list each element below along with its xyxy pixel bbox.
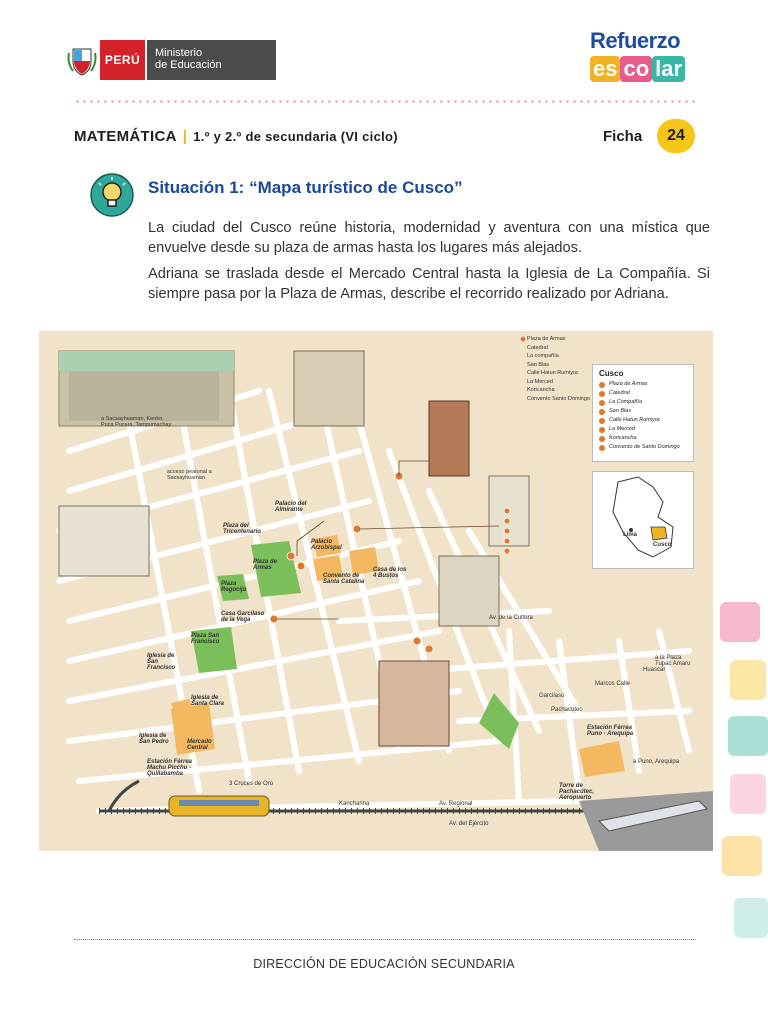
label-a-puno: a Puno, Arequipa (633, 759, 680, 765)
puzzle-piece-yellow (722, 836, 762, 876)
footer-text: DIRECCIÓN DE EDUCACIÓN SECUNDARIA (253, 957, 515, 971)
legend-item: La Merced (599, 425, 687, 434)
subject-name: MATEMÁTICA (74, 128, 177, 145)
cusco-tourist-map (39, 331, 713, 851)
peru-outline (593, 472, 693, 568)
label-plaza-tupac: a la Plaza Tupac Amaru (655, 655, 691, 667)
legend-item: La Compañía (599, 398, 687, 407)
top-list-item: Catedral (527, 344, 548, 351)
coat-of-arms-icon (64, 40, 100, 80)
legend-item: San Blas (599, 407, 687, 416)
ministry-line-2: de Educación (155, 59, 222, 71)
ficha-number-badge: 24 (657, 119, 695, 153)
map-top-list (527, 335, 590, 403)
brand-piece-3: lar (652, 56, 685, 82)
grade-label: 1.º y 2.º de secundaria (VI ciclo) (193, 129, 398, 144)
label-av-ejercito: Av. del Ejército (449, 821, 489, 827)
puzzle-piece-yellow-outline (730, 660, 766, 700)
ministry-name (145, 40, 276, 80)
ficha-label: Ficha (603, 128, 643, 145)
label-casa-garcilaso: Casa Garcilaso de la Vega (221, 611, 265, 623)
top-list-item: San Blas (527, 361, 550, 368)
footer-divider (74, 939, 696, 941)
top-list-item: La compañía (527, 353, 559, 359)
situation-title: Situación 1: “Mapa turístico de Cusco” (148, 178, 463, 197)
top-list-item: Koricancha (527, 387, 555, 393)
puzzle-piece-pink (720, 602, 760, 642)
label-av-regional: Av. Regional (439, 801, 473, 807)
paragraph-intro: La ciudad del Cusco reúne historia, modernidad y aventura con una mística que envuelve desde su plaza de armas hasta los lugares más alejados. (148, 220, 710, 256)
refuerzo-escolar-logo (590, 28, 700, 88)
label-tres-cruces: 3 Cruces de Oro (229, 781, 274, 787)
top-list-item: Convento Santo Domingo (527, 395, 590, 402)
brand-line-2 (590, 56, 700, 82)
label-av-cultura: Av. de la Cultura (489, 615, 533, 621)
map-legend (592, 364, 694, 462)
label-casa-bustos: Casa de los 4 Bustos (373, 567, 407, 579)
label-estacion-machu: Estación Férrea Machu Picchu - Quillabamba (147, 759, 193, 777)
lightbulb-icon (89, 172, 135, 218)
top-list-item: La Merced (527, 378, 553, 385)
label-plaza-sanfrancisco: Plaza San Francisco (191, 633, 220, 645)
label-acceso: acceso peatonal a Sacsayhuaman (167, 469, 212, 481)
peru-inset-map (592, 471, 694, 569)
inset-label-lima: Lima (623, 532, 638, 538)
legend-title: Cusco (599, 369, 624, 378)
puzzle-piece-teal (728, 716, 768, 756)
label-plaza-regocijo: Plaza Regocijo (221, 581, 247, 593)
peru-label: PERÚ (100, 40, 145, 80)
label-garcilaso: Garcilaso (539, 693, 565, 699)
top-list-item: Plaza de Armas (527, 336, 566, 342)
label-mercado-central: Mercado Central (187, 739, 212, 751)
legend-item: Koricancha (599, 434, 687, 443)
label-pachacutec: Pachacutec (551, 707, 583, 713)
label-iglesia-sanfrancisco: Iglesia de San Francisco (147, 653, 176, 671)
label-plaza-tricentenario: Plaza del Tricentenario (223, 523, 261, 535)
legend-item: Calle Hatun Rumiyoc (599, 416, 687, 425)
label-huascar: Huascar (643, 667, 666, 673)
label-sacsay: a Sacsayhuaman, Kenko, Puca Pucara, Tampumachay (101, 416, 172, 428)
label-torre: Torre de Pachacútec, Aeropuerto (559, 783, 595, 801)
label-plaza-armas: Plaza de Armas (253, 559, 278, 571)
label-palacio-almirante: Palacio del Almirante (275, 501, 307, 513)
subject-line (74, 128, 398, 145)
legend-item: Plaza de Armas (599, 380, 687, 389)
ministry-logo (64, 40, 276, 80)
label-iglesia-sanpedro: Iglesia de San Pedro (139, 733, 169, 745)
paragraph-problem: Adriana se traslada desde el Mercado Central hasta la Iglesia de La Compañía. Si siempre pasa por la Plaza de Armas, describe el recorrido realizado por Adriana. (148, 266, 710, 302)
brand-piece-1: es (590, 56, 620, 82)
legend-item: Convento de Santo Domingo (599, 443, 687, 452)
brand-line-1: Refuerzo (590, 28, 681, 53)
brand-piece-2: co (620, 56, 652, 82)
inset-label-cusco: Cusco (653, 542, 672, 548)
legend-item: Catedral (599, 389, 687, 398)
puzzle-piece-teal-outline (734, 898, 768, 938)
ministry-line-1: Ministerio (155, 47, 203, 59)
label-kancharina: Kancharina (339, 801, 370, 807)
label-estacion-puno: Estación Férrea Puno - Arequipa (587, 725, 634, 737)
label-iglesia-santaclara: Iglesia de Santa Clara (191, 695, 225, 707)
label-convento-catalina: Convento de Santa Catalina (323, 573, 365, 585)
separator: | (182, 128, 188, 145)
puzzle-piece-pink-outline (730, 774, 766, 814)
label-marcos: Marcos Calle (595, 681, 631, 687)
label-palacio-arzobispal: Palacio Arzobispal (311, 539, 342, 551)
dotted-divider (74, 100, 696, 103)
top-list-item: Calle Hatun Rumiyoc (527, 370, 579, 376)
